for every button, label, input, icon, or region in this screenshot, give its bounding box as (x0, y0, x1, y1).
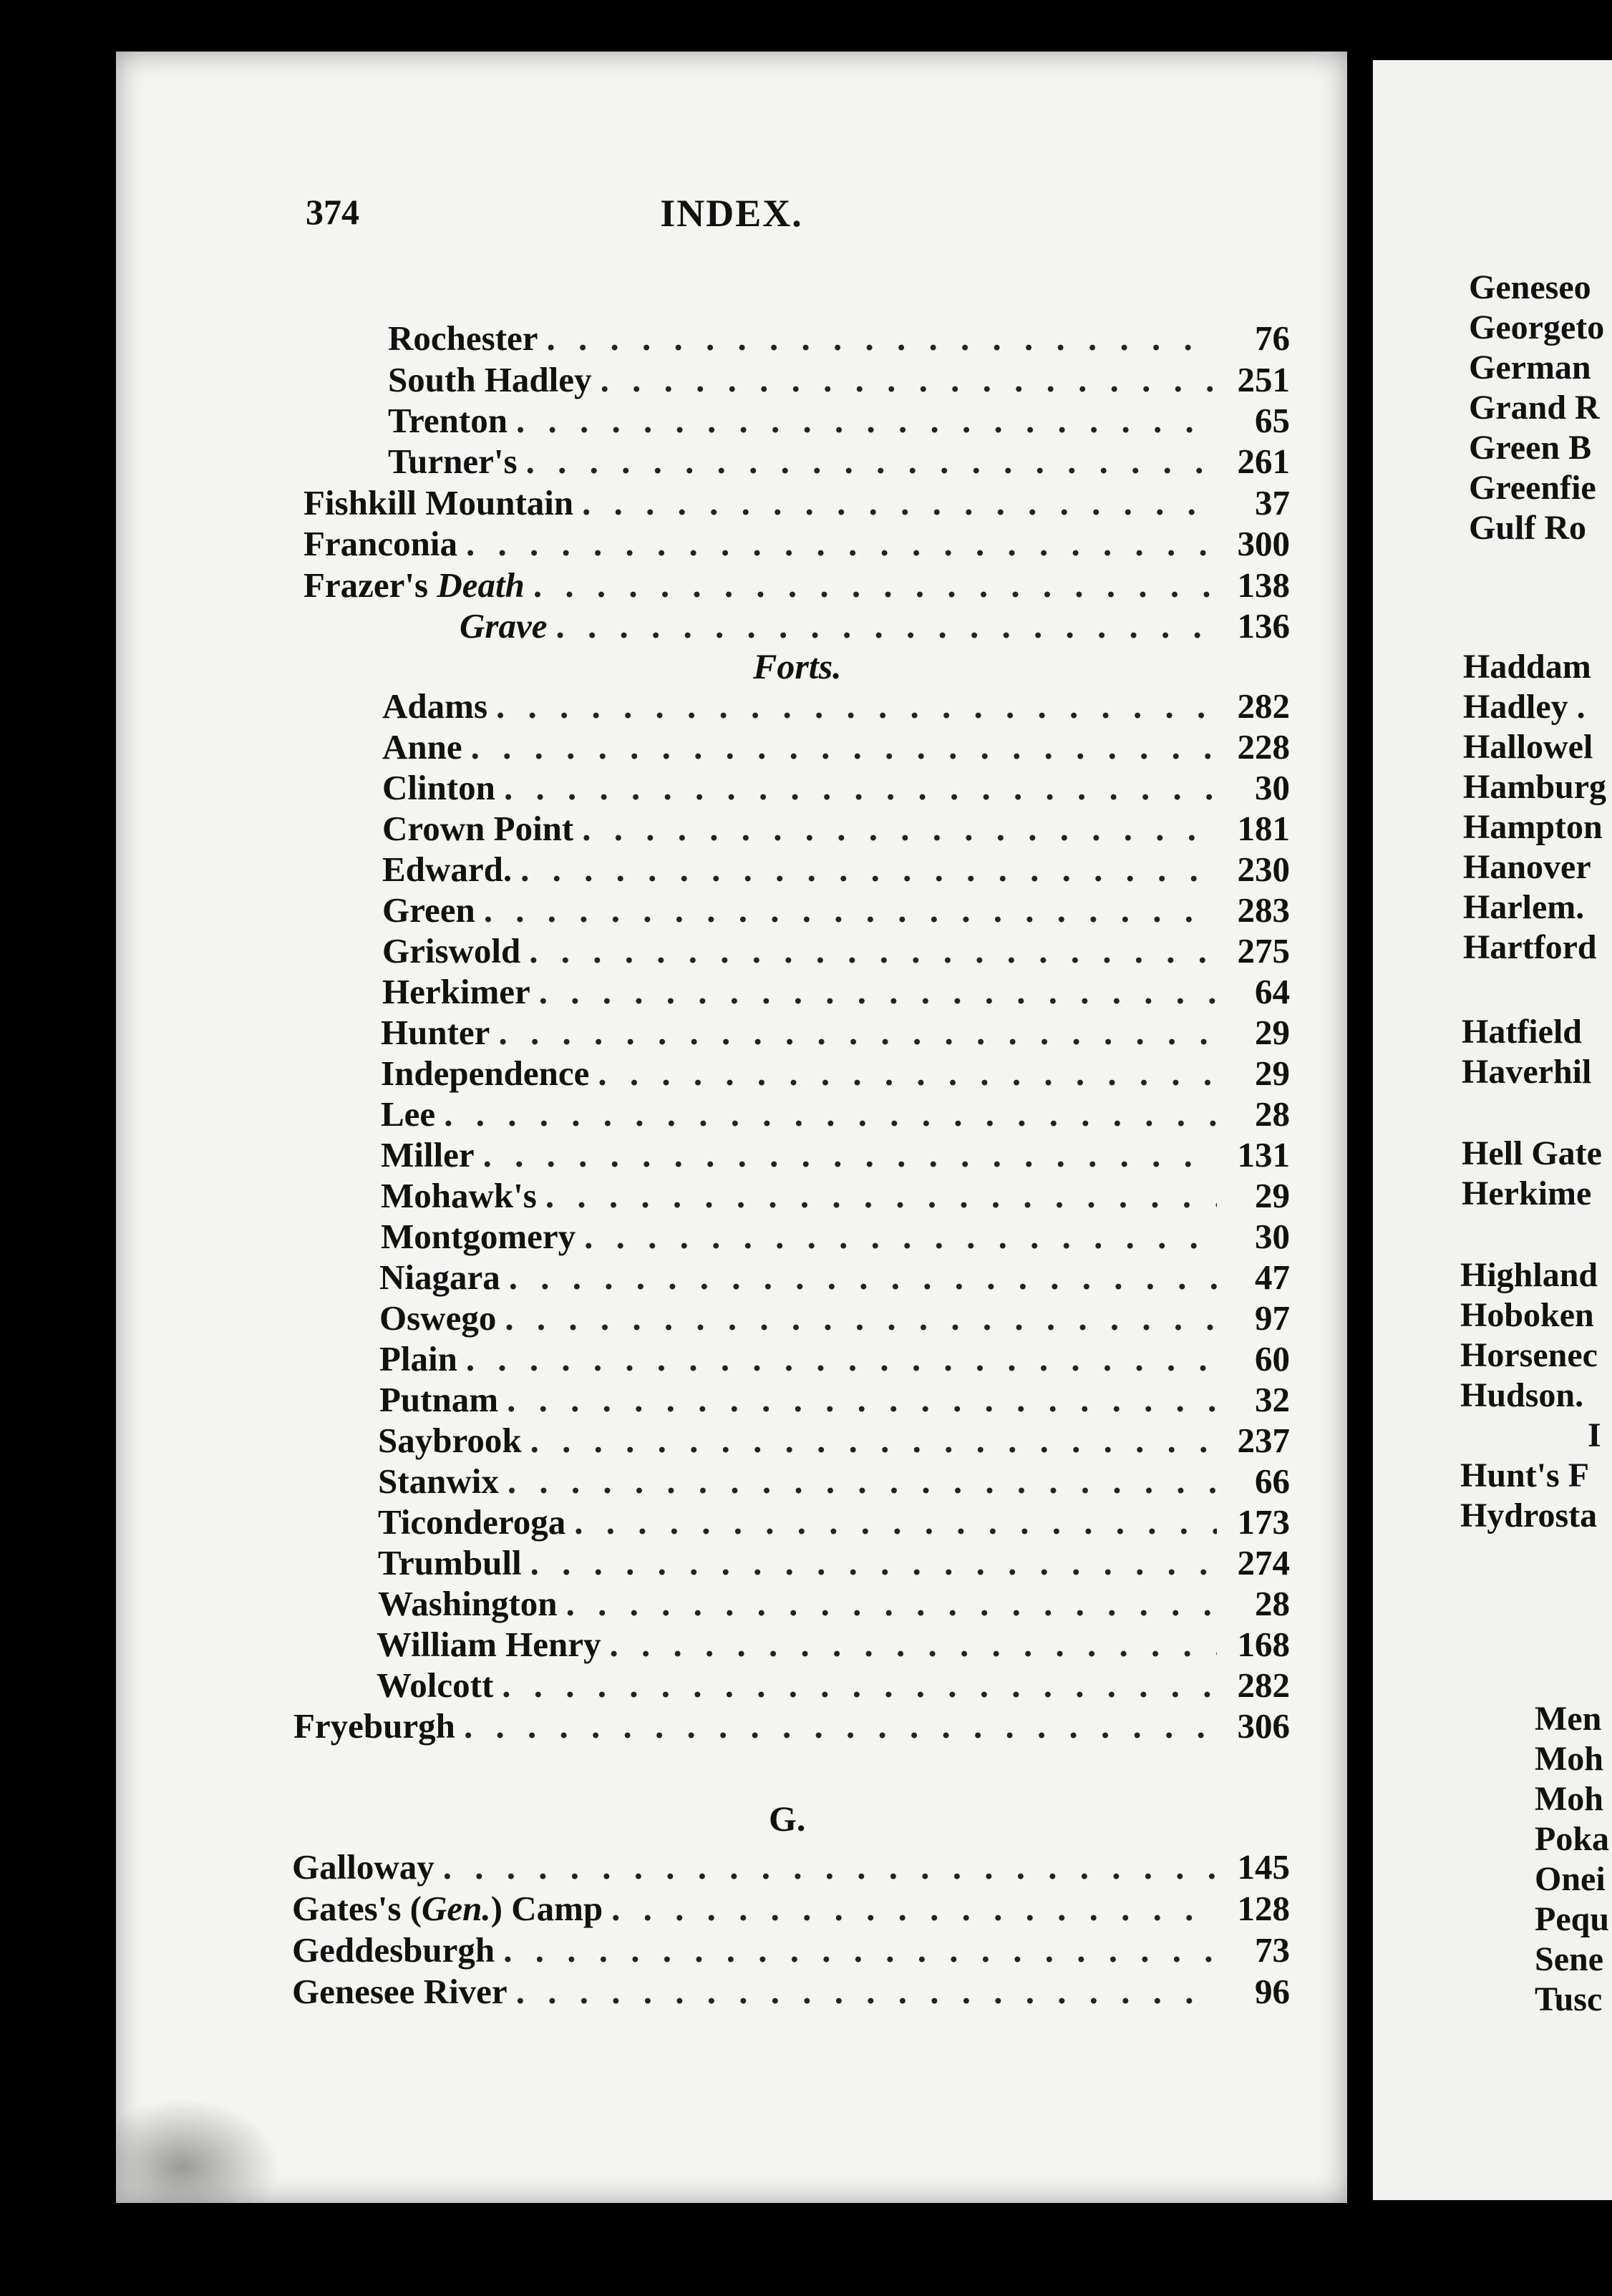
right-index-entry: Moh (1535, 1740, 1603, 1778)
right-index-entry: Haddam (1463, 648, 1591, 686)
index-entry: Fishkill Mountain . . . 37 (304, 482, 1290, 524)
right-index-entry: Pequ (1535, 1900, 1610, 1938)
index-entry: Hunter . . . 29 (381, 1012, 1290, 1054)
page-stain (116, 2098, 281, 2203)
right-index-entry: Hoboken (1460, 1296, 1594, 1334)
index-entry: Washington . . . 28 (378, 1583, 1290, 1625)
index-entry: Grave . . . 136 (460, 605, 1290, 647)
index-entry: Anne . . . 228 (382, 726, 1290, 768)
index-entry: Clinton . . . 30 (382, 767, 1290, 809)
right-index-entry: Hadley . (1463, 688, 1586, 726)
right-index-entry: Herkime (1462, 1174, 1592, 1212)
right-index-entry: Georgeto (1469, 308, 1605, 346)
index-entry: Mohawk's . . . 29 (381, 1175, 1290, 1217)
index-entry: Saybrook . . . 237 (378, 1420, 1290, 1461)
right-page (1373, 60, 1612, 2200)
index-entry: Crown Point . . . 181 (382, 808, 1290, 850)
index-entry: Edward. . . . 230 (382, 849, 1290, 890)
right-index-entry: Hamburg (1463, 768, 1607, 806)
right-index-entry: Hunt's F (1460, 1456, 1590, 1494)
right-index-entry: Hell Gate (1462, 1134, 1602, 1172)
index-entry: South Hadley . . . 251 (388, 359, 1290, 401)
index-entry: Montgomery . . . 30 (381, 1216, 1290, 1258)
right-index-entry: Harlem. (1463, 888, 1585, 926)
right-index-entry: Highland (1460, 1256, 1598, 1294)
right-index-entry: Green B (1469, 429, 1592, 467)
right-index-entry: Hallowel (1463, 728, 1593, 766)
index-entry: Oswego . . . 97 (379, 1298, 1290, 1339)
right-index-entry: Men (1535, 1700, 1602, 1738)
page-title: INDEX. (660, 192, 803, 235)
page-number: 374 (306, 192, 359, 232)
right-index-entry: Hatfield (1462, 1013, 1582, 1051)
right-index-entry: Hanover (1463, 848, 1591, 886)
index-entry: Plain . . . 60 (379, 1338, 1290, 1380)
index-entry: Trumbull . . . 274 (378, 1542, 1290, 1584)
right-index-entry: Horsenec (1460, 1336, 1598, 1374)
index-entry: Niagara . . . 47 (379, 1257, 1290, 1298)
right-index-entry: Hampton (1463, 808, 1603, 846)
right-index-entry: Greenfie (1469, 469, 1596, 507)
right-index-entry: Moh (1535, 1780, 1603, 1818)
index-entry: Geddesburgh . . . 73 (292, 1930, 1290, 1971)
left-page (116, 52, 1347, 2203)
right-index-entry: Poka (1535, 1820, 1610, 1858)
right-index-entry: Geneseo (1469, 268, 1591, 306)
right-index-entry: Hudson. (1460, 1376, 1584, 1414)
right-index-entry: I (1588, 1416, 1601, 1454)
index-entry: Galloway . . . 145 (292, 1847, 1290, 1888)
right-index-entry: Hydrosta (1460, 1497, 1598, 1534)
index-entry: Stanwix . . . 66 (378, 1461, 1290, 1502)
index-entry: Fryeburgh . . . 306 (293, 1706, 1290, 1747)
index-entry: Franconia . . . 300 (304, 523, 1290, 565)
index-entry: Griswold . . . 275 (382, 930, 1290, 972)
index-entry: Independence . . . 29 (381, 1053, 1290, 1094)
right-index-entry: Sene (1535, 1940, 1603, 1978)
right-index-entry: Grand R (1469, 389, 1600, 427)
index-entry: Ticonderoga . . . 173 (378, 1502, 1290, 1543)
right-index-entry: Tusc (1535, 1980, 1603, 2018)
right-index-entry: Gulf Ro (1469, 509, 1587, 547)
right-index-entry: German (1469, 349, 1591, 386)
index-entry: Turner's . . . 261 (388, 441, 1290, 482)
index-entry: Lee . . . 28 (381, 1094, 1290, 1135)
index-entry: Frazer's Death . . . 138 (304, 565, 1290, 606)
index-entry: Adams . . . 282 (382, 686, 1290, 727)
index-entry: Putnam . . . 32 (379, 1379, 1290, 1421)
index-entry: Genesee River . . . 96 (292, 1971, 1290, 2013)
index-entry: Herkimer . . . 64 (382, 971, 1290, 1013)
index-entry: Miller . . . 131 (381, 1134, 1290, 1176)
forts-heading: Forts. (753, 646, 842, 686)
right-index-entry: Onei (1535, 1860, 1606, 1898)
index-entry: Wolcott . . . 282 (377, 1665, 1290, 1706)
index-entry: Gates's (Gen.) Camp . . . 128 (292, 1888, 1290, 1930)
index-entry: William Henry . . . 168 (377, 1624, 1290, 1665)
index-entry: Green . . . 283 (382, 890, 1290, 931)
right-index-entry: Hartford (1463, 928, 1597, 966)
right-index-entry: Haverhil (1462, 1053, 1592, 1091)
index-entry: Rochester . . . 76 (388, 318, 1290, 359)
index-entry: Trenton . . . 65 (388, 400, 1290, 442)
g-heading: G. (769, 1799, 806, 1839)
